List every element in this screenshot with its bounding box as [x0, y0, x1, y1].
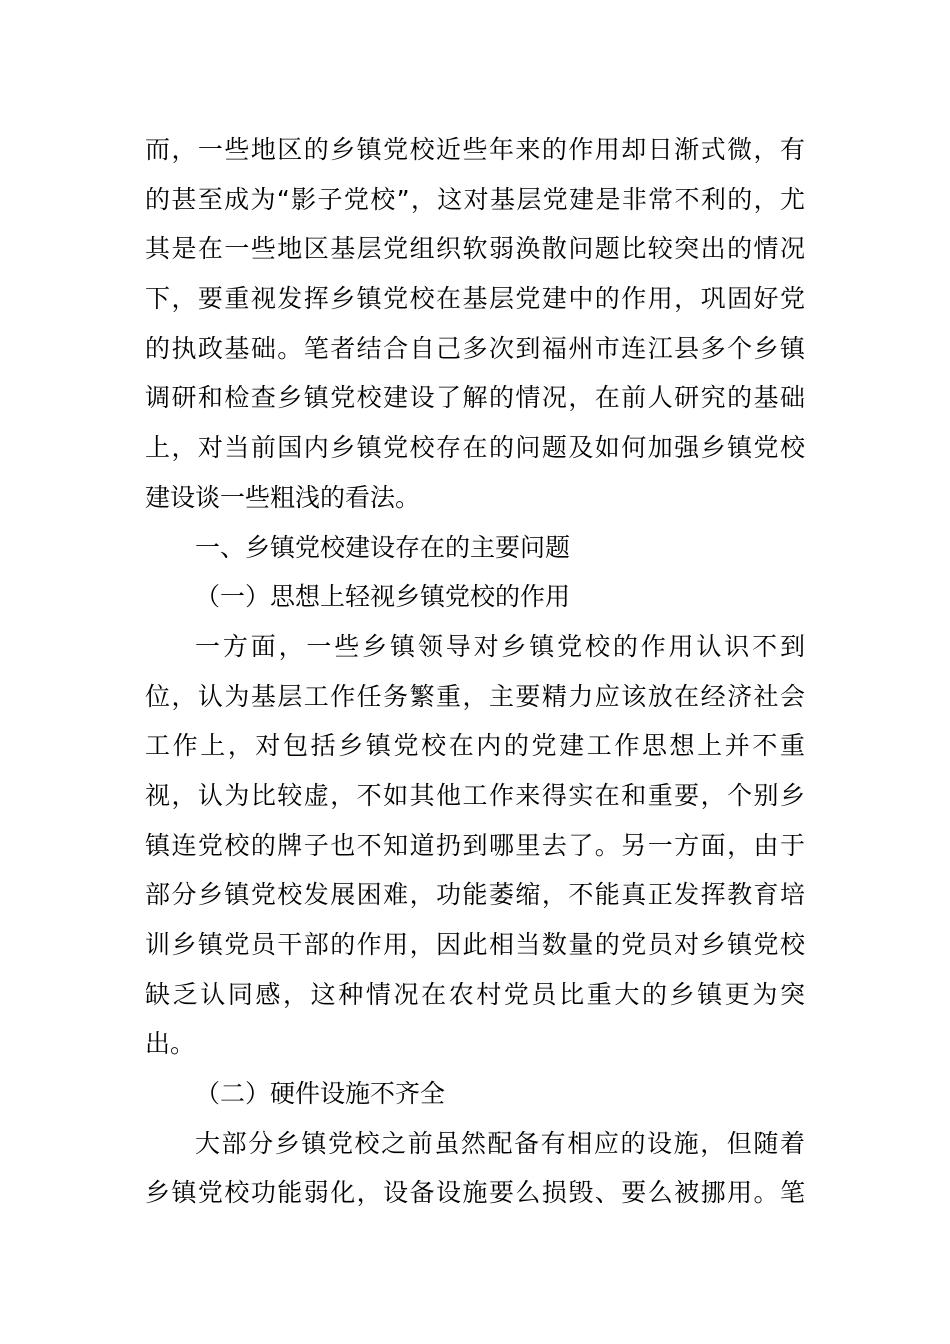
text-line: 的执政基础。笔者结合自己多次到福州市连江县多个乡镇 — [145, 333, 805, 363]
text-line: 一方面，一些乡镇领导对乡镇党校的作用认识不到 — [195, 631, 805, 661]
text-line: 而，一些地区的乡镇党校近些年来的作用却日渐式微，有 — [145, 135, 805, 164]
text-line: 缺乏认同感，这种情况在农村党员比重大的乡镇更为突 — [145, 979, 805, 1009]
text-line: 乡镇党校功能弱化，设备设施要么损毁、要么被挪用。笔 — [145, 1178, 805, 1208]
section-heading: 一、乡镇党校建设存在的主要问题 — [195, 532, 571, 562]
text-line: 调研和检查乡镇党校建设了解的情况，在前人研究的基础 — [145, 383, 805, 413]
text-line: 训乡镇党员干部的作用，因此相当数量的党员对乡镇党校 — [145, 930, 805, 959]
text-line: 的甚至成为“影子党校”，这对基层党建是非常不利的，尤 — [145, 184, 805, 214]
text-line: 大部分乡镇党校之前虽然配备有相应的设施，但随着 — [195, 1128, 805, 1158]
text-line: 上，对当前国内乡镇党校存在的问题及如何加强乡镇党校 — [145, 433, 805, 463]
text-line: 建设谈一些粗浅的看法。 — [145, 482, 421, 512]
text-line: 工作上，对包括乡镇党校在内的党建工作思想上并不重 — [145, 731, 805, 761]
text-line: 镇连党校的牌子也不知道扔到哪里去了。另一方面，由于 — [145, 830, 805, 860]
text-line: 下，要重视发挥乡镇党校在基层党建中的作用，巩固好党 — [145, 284, 805, 314]
text-line: 视，认为比较虚，不如其他工作来得实在和重要，个别乡 — [145, 780, 805, 810]
subsection-heading: （二）硬件设施不齐全 — [195, 1079, 446, 1109]
text-line: 部分乡镇党校发展困难，功能萎缩，不能真正发挥教育培 — [145, 880, 805, 910]
text-line: 出。 — [145, 1029, 196, 1059]
text-line: 位，认为基层工作任务繁重，主要精力应该放在经济社会 — [145, 681, 805, 711]
text-line: 其是在一些地区基层党组织软弱涣散问题比较突出的情况 — [145, 234, 805, 264]
subsection-heading: （一）思想上轻视乡镇党校的作用 — [195, 582, 571, 612]
body-text — [145, 125, 805, 1218]
